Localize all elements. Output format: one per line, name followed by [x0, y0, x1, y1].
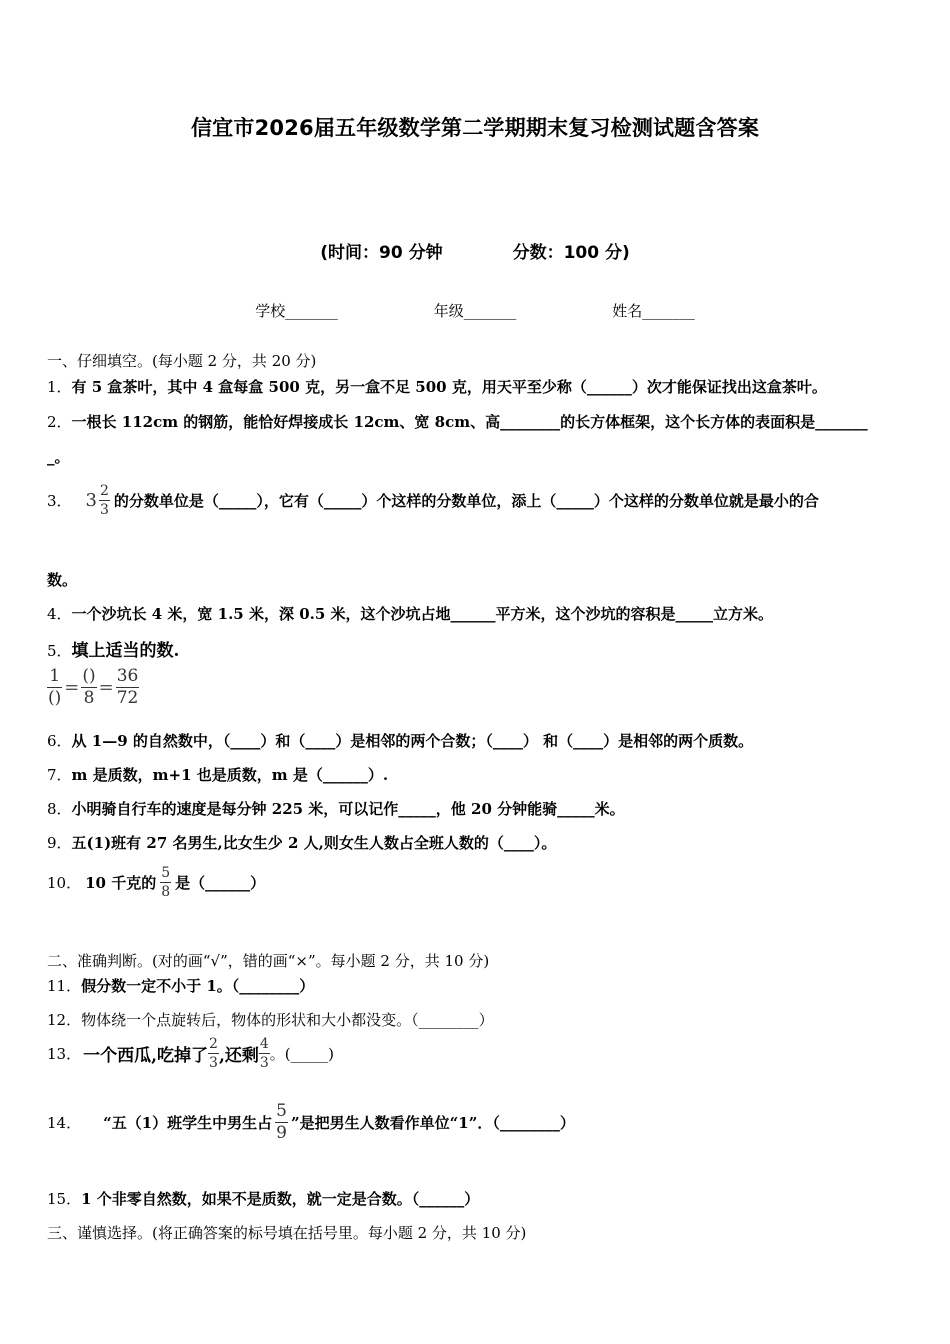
question-text: 从 1—9 的自然数中，（____）和（____）是相邻的两个合数；（____） 和（____）是相邻的两个质数。: [71, 732, 754, 750]
question-number: 5．: [47, 642, 72, 660]
time-label: (时间：90 分钟: [320, 243, 443, 263]
question-11: [47, 975, 314, 996]
question-14: [47, 1103, 575, 1142]
question-10: [47, 866, 265, 899]
section-heading-1: 一、仔细填空。(每小题 2 分，共 20 分): [47, 352, 317, 370]
question-12: [47, 1009, 494, 1030]
question-number: 15．: [47, 1190, 82, 1208]
question-3: [47, 484, 819, 517]
equals-sign: =: [98, 677, 114, 698]
question-text: 的分数单位是（_____），它有（_____）个这样的分数单位，添上（_____）个这样的分数单位就是最小的合: [113, 492, 819, 510]
fraction: [160, 866, 171, 899]
student-info-line: [0, 300, 950, 321]
fraction-equation: [47, 668, 139, 707]
question-text: 填上适当的数.: [71, 641, 180, 661]
fraction: [47, 668, 62, 707]
question-number: 1．: [47, 378, 72, 396]
question-text: ,还剩: [218, 1046, 259, 1066]
question-text: 数。: [47, 571, 78, 589]
question-text: 一个西瓜,吃掉了: [83, 1046, 209, 1066]
question-number: 9．: [47, 834, 72, 852]
section-heading-3: 三、谨慎选择。(将正确答案的标号填在括号里。每小题 2 分，共 10 分): [47, 1224, 527, 1242]
question-4: [47, 603, 773, 624]
question-number: 10．: [47, 874, 82, 892]
fraction: [81, 668, 96, 707]
question-6: [47, 730, 753, 751]
question-2: [47, 411, 868, 432]
fraction: [116, 668, 140, 707]
fraction: [99, 484, 110, 517]
question-number: 2．: [47, 413, 72, 431]
question-text: 假分数一定不小于 1。（________）: [81, 977, 315, 995]
section-heading-2: 二、准确判断。(对的画“√”，错的画“×”。每小题 2 分，共 10 分): [47, 952, 490, 970]
question-number: 11．: [47, 977, 82, 995]
question-text: 物体绕一个点旋转后，物体的形状和大小都没变。（________）: [81, 1011, 494, 1029]
question-3-continued: [47, 569, 77, 590]
fraction-denominator: 72: [116, 688, 139, 708]
question-5: [47, 636, 179, 661]
fraction-denominator: 3: [259, 1055, 269, 1071]
fraction-denominator: 8: [161, 884, 171, 900]
fraction-numerator-blank: (): [82, 666, 96, 686]
fraction-denominator: 9: [276, 1123, 287, 1143]
score-label: 分数：100 分): [512, 243, 630, 263]
grade-field: 年级_______: [433, 302, 517, 320]
question-text: 一根长 112cm 的钢筋，能恰好焊接成长 12cm、宽 8cm、高________的长方体框架，这个长方体的表面积是_______: [71, 413, 868, 431]
fraction-numerator: 2: [209, 1036, 218, 1052]
question-text: ”是把男生人数看作单位“1”．（________）: [291, 1114, 575, 1132]
fraction-denominator-blank: (): [48, 688, 62, 708]
mixed-number-whole: 3: [85, 490, 97, 511]
name-field: 姓名_______: [612, 302, 695, 320]
fraction-numerator: 4: [259, 1036, 269, 1052]
question-text: 五(1)班有 27 名男生,比女生少 2 人,则女生人数占全班人数的（____）。: [71, 834, 557, 852]
question-number: 14．: [47, 1114, 82, 1132]
question-9: [47, 832, 556, 853]
fraction-numerator: 5: [161, 865, 171, 881]
fraction: [275, 1103, 288, 1142]
fraction-bar: [208, 1053, 219, 1054]
question-7: [47, 764, 388, 785]
question-number: 3．: [47, 492, 72, 510]
question-13: [47, 1037, 334, 1070]
fraction-denominator: 3: [100, 502, 109, 518]
fraction-bar: [99, 500, 110, 501]
question-text: 。(_____): [269, 1045, 334, 1063]
question-number: 8．: [47, 800, 72, 818]
question-1: [47, 376, 827, 397]
equals-sign: =: [64, 677, 80, 698]
fraction-numerator: 2: [100, 483, 109, 499]
document-title: 信宜市2026届五年级数学第二学期期末复习检测试题含答案: [190, 116, 760, 140]
question-15: [47, 1188, 479, 1209]
fraction-denominator: 8: [83, 688, 95, 708]
school-field: 学校_______: [255, 302, 338, 320]
question-text: 1 个非零自然数，如果不是质数，就一定是合数。（______）: [81, 1190, 480, 1208]
question-text: m 是质数，m+1 也是质数，m 是（______）.: [71, 766, 389, 784]
fraction-numerator: 5: [276, 1101, 287, 1121]
fraction-denominator: 3: [209, 1055, 218, 1071]
question-text: 小明骑自行车的速度是每分钟 225 米，可以记作_____，他 20 分钟能骑_____米。: [71, 800, 625, 818]
fraction-numerator: 36: [116, 666, 139, 686]
question-text: 10 千克的: [85, 874, 157, 892]
fraction: [208, 1037, 219, 1070]
fraction: [259, 1037, 270, 1070]
question-number: 4．: [47, 605, 72, 623]
question-number: 12．: [47, 1011, 82, 1029]
question-text: “五（1）班学生中男生占: [103, 1114, 273, 1132]
fraction-bar: [160, 882, 171, 883]
question-number: 13．: [47, 1045, 82, 1063]
question-text: 是（______）: [175, 874, 266, 892]
question-number: 7．: [47, 766, 72, 784]
question-text: 一个沙坑长 4 米，宽 1.5 米，深 0.5 米，这个沙坑占地______平方米，这个沙坑的容积是_____立方米。: [71, 605, 774, 623]
fraction-bar: [259, 1053, 270, 1054]
question-8: [47, 798, 625, 819]
time-score-line: [0, 238, 950, 263]
question-text: _。: [47, 448, 70, 466]
fraction-numerator: 1: [49, 666, 61, 686]
question-2-continued: [47, 446, 70, 467]
question-number: 6．: [47, 732, 72, 750]
question-text: 有 5 盒茶叶，其中 4 盒每盒 500 克，另一盒不足 500 克，用天平至少称（______）次才能保证找出这盒茶叶。: [71, 378, 827, 396]
